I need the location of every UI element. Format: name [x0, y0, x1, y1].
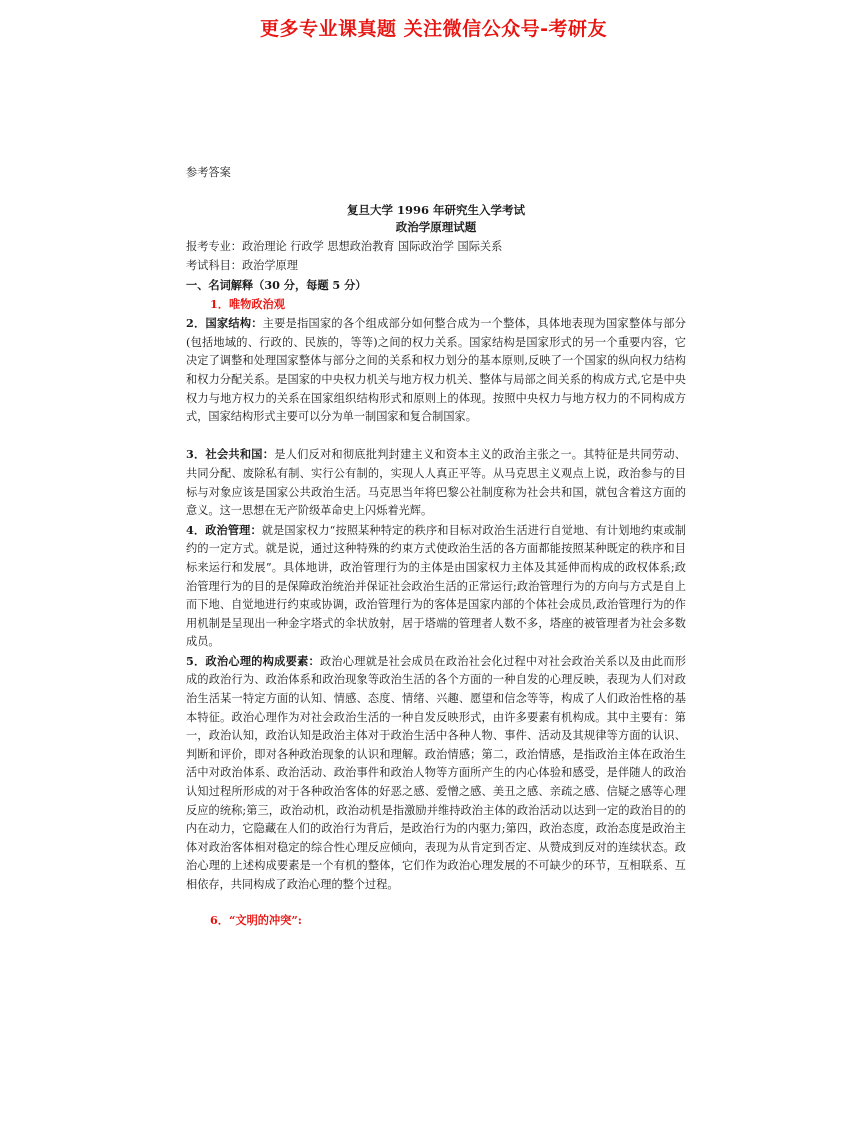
item-4 — [186, 521, 686, 652]
item-1-number: 1． — [210, 296, 229, 311]
major-line: 报考专业：政治理论 行政学 思想政治教育 国际政治学 国际关系 — [186, 240, 503, 253]
subject-line: 考试科目：政治学原理 — [186, 258, 298, 272]
title-block — [186, 202, 686, 236]
item-5 — [186, 652, 686, 895]
item-5-text: 政治心理就是社会成员在政治社会化过程中对社会政治关系以及由此而形成的政治行为、政治体系和政治现象等政治生活的各个方面的一种自发的心理反映，表现为人们对政治生活某一特定方面的认知、情感、态度、情绪、兴趣、愿望和信念等等，构成了人们政治性格的基本特征。政治心理作为对社会政治生活的一种自发反映形式，由许多要素有机构成。其中主要有：第一，政治认知，政治认知是政治主体对于政治生活中各种人物、事件、活动及其规律等方面的认识、判断和评价，即对各种政治现象的认识和理解。政治情感；第二，政治情感，是指政治主体在政治生活中对政治体系、政治活动、政治事件和政治人物等方面所产生的内心体验和感受，是伴随人的政治认知过程所形成的对于各种政治客体的好恶之感、爱憎之感、美丑之感、亲疏之感、信疑之感等心理反应的统称;第三，政治动机，政治动机是指激励并维持政治主体的政治活动以达到一定的政治目的的内在动力，它隐藏在人们的政治行为背后，是政治行为的内驱力;第四，政治态度，政治态度是政治主体对政治客体相对稳定的综合性心理反应倾向，表现为从肯定到否定、从赞成到反对的连续状态。政治心理的上述构成要素是一个有机的整体，它们作为政治心理发展的不可缺少的环节，互相联系、互相依存，共同构成了政治心理的整个过程。 — [186, 654, 686, 891]
item-2-text: 主要是指国家的各个组成部分如何整合成为一个整体，具体地表现为国家整体与部分(包括地域的、行政的、民族的，等等)之间的权力关系。国家结构是国家形式的另一个重要内容，它决定了调整和处理国家整体与部分之间的关系和权力划分的基本原则,反映了一个国家的纵向权力结构和权力分配关系。是国家的中央权力机关与地方权力机关、整体与局部之间关系的构成方式,它是中央权力与地方权力的关系在国家组织结构形式和原则上的体现。按照中央权力与地方权力的不同构成方式，国家结构形式主要可以分为单一制国家和复合制国家。 — [186, 317, 686, 424]
exam-meta — [186, 238, 686, 275]
item-4-number: 4． — [186, 522, 206, 537]
item-1 — [186, 295, 686, 315]
item-4-text: 就是国家权力“按照某种特定的秩序和目标对政治生活进行自觉地、有计划地约束或制约的一定方式。就是说，通过这种特殊的约束方式使政治生活的各方面都能按照某种既定的秩序和目标来运行和发展”。具体地讲，政治管理行为的主体是由国家权力主体及其延伸而构成的政权体系;政治管理行为的目的是保障政治统治并保证社会政治生活的正常运行;政治管理行为的方向与方式是自上而下地、自觉地进行约束或协调，政治管理行为的客体是国家内部的个体社会成员,政治管理行为的作用机制是呈现出一种金字塔式的伞状放射，居于塔端的管理者人数不多，塔座的被管理者为社会多数成员。 — [186, 523, 686, 649]
promo-banner: 更多专业课真题 关注微信公众号-考研友 — [259, 18, 607, 40]
item-2-term: 国家结构： — [205, 316, 263, 331]
answer-body — [186, 276, 686, 930]
item-6 — [186, 911, 686, 931]
section-heading: 一、名词解释（30 分，每题 5 分） — [186, 278, 367, 292]
item-3-number: 3． — [186, 447, 206, 462]
item-2 — [186, 314, 686, 427]
item-2-number: 2． — [186, 316, 206, 331]
item-3-term: 社会共和国： — [205, 447, 275, 462]
item-4-term: 政治管理： — [205, 522, 262, 537]
exam-title: 复旦大学 1996 年研究生入学考试 — [346, 203, 525, 217]
item-3-text: 是人们反对和彻底批判封建主义和资本主义的政治主张之一。其特征是共同劳动、共同分配、废除私有制、实行公有制的，实现人人真正平等。从马克思主义观点上说，政治参与的目标与对象应该是国家公共政治生活。马克思当年将巴黎公社制度称为社会共和国，就包含着这方面的意义。这一思想在无产阶级革命史上闪烁着光辉。 — [186, 448, 686, 518]
item-6-term: “文明的冲突”: — [228, 912, 302, 927]
reference-answer-label: 参考答案 — [186, 166, 231, 179]
item-6-number: 6． — [210, 912, 229, 927]
exam-subtitle: 政治学原理试题 — [395, 220, 477, 234]
item-5-number: 5． — [186, 653, 206, 668]
item-5-term: 政治心理的构成要素： — [205, 653, 320, 668]
item-3 — [186, 445, 686, 520]
item-1-term: 唯物政治观 — [228, 296, 285, 311]
